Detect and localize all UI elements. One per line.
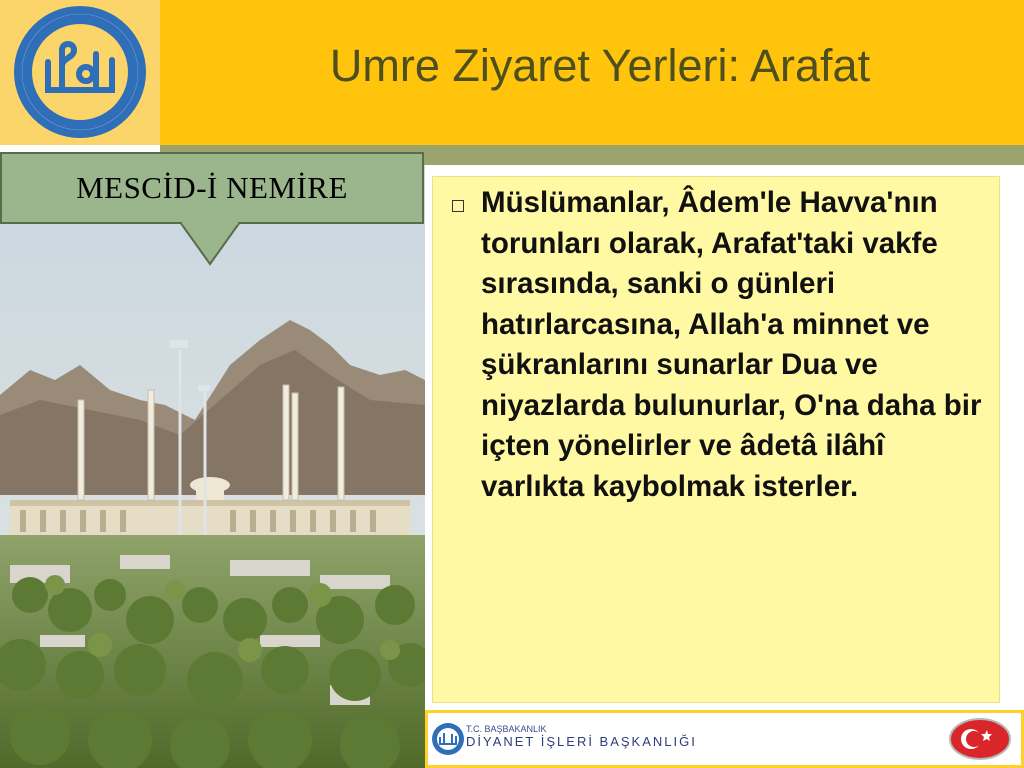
callout-pointer-icon xyxy=(180,222,240,266)
footer-small-text: T.C. BAŞBAKANLIK xyxy=(466,724,547,734)
footer-main-text: DİYANET İŞLERİ BAŞKANLIĞI xyxy=(466,734,697,749)
page-title: Umre Ziyaret Yerleri: Arafat xyxy=(329,40,871,91)
header-bar xyxy=(0,0,1024,145)
body-paragraph: Müslümanlar, Âdem'le Havva'nın torunları olarak, Arafat'taki vakfe sırasında, sanki o günleri hatırlarcasına, Allah'a minnet ve şükranlarını sunarlar Dua ve niyazlarda bulunurlar, O'na daha bir içten yönelirler ve âdetâ ilâhî varlıkta kaybolmak isterler. xyxy=(481,186,982,503)
logo-container xyxy=(0,0,160,145)
photo-caption: MESCİD-İ NEMİRE xyxy=(76,170,348,205)
diyanet-logo-icon xyxy=(0,0,160,145)
hollow-square-bullet-icon xyxy=(452,200,464,212)
turkish-flag-icon xyxy=(947,716,1013,762)
diyanet-logo-small-icon xyxy=(430,721,466,757)
photo-caption-callout xyxy=(0,152,424,224)
